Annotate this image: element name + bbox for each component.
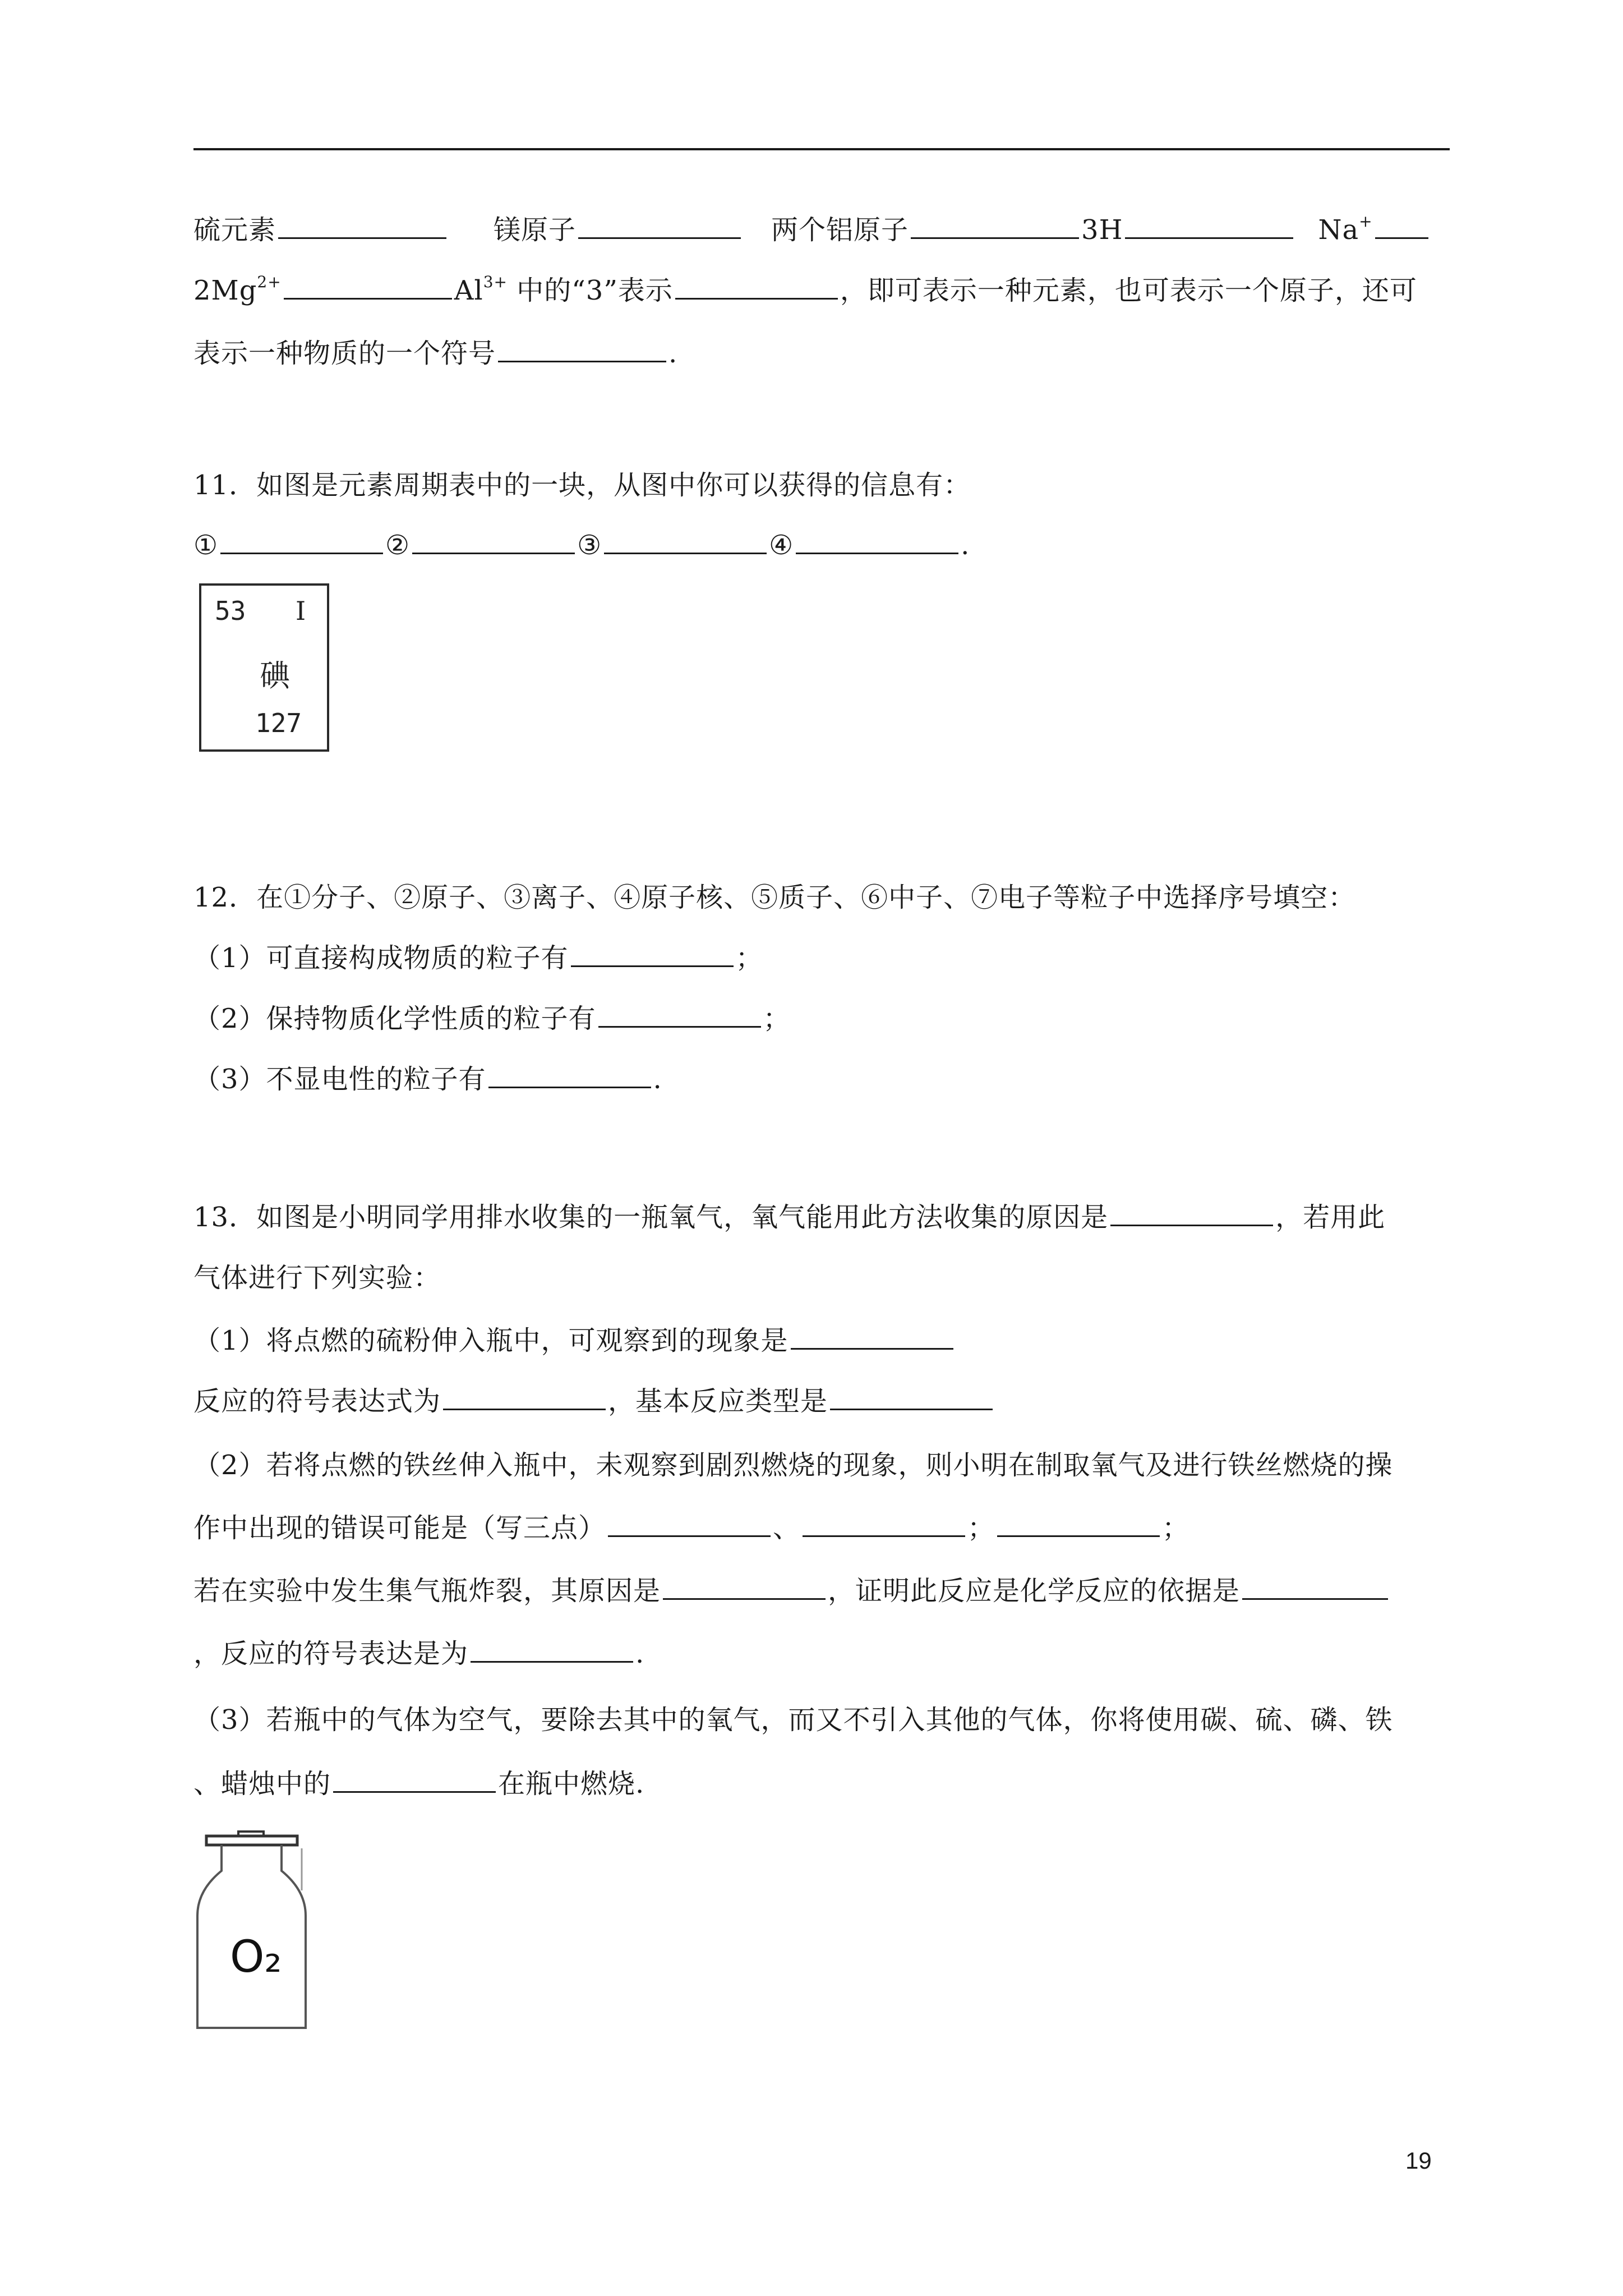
semicolon: ； — [1162, 1512, 1190, 1544]
marker-1: ① — [193, 530, 219, 561]
blank[interactable] — [443, 1386, 606, 1410]
q12-stem: 12．在①分子、②原子、③离子、④原子核、⑤质子、⑥中子、⑦电子等粒子中选择序号填空： — [193, 882, 1356, 913]
q13-p2c-a: 若在实验中发生集气瓶炸裂，其原因是 — [193, 1575, 661, 1607]
q10-l3-a: 表示一种物质的一个符号 — [193, 338, 496, 369]
q13-part1 — [193, 1318, 956, 1363]
q13-part2d — [193, 1631, 644, 1676]
q13-p2c-b: ，证明此反应是化学反应的依据是 — [828, 1575, 1241, 1607]
blank[interactable] — [663, 1576, 826, 1600]
blank[interactable] — [498, 338, 666, 362]
q10-l2-a: 2Mg — [193, 275, 257, 306]
element-symbol: I — [296, 596, 306, 626]
q12-part3 — [193, 1057, 662, 1102]
q12-p1-text: （1）可直接构成物质的粒子有 — [193, 942, 569, 974]
separator: ； — [967, 1512, 995, 1544]
q10-l2-c: ，即可表示一种元素，也可表示一个原子，还可 — [840, 275, 1417, 306]
q13-p2b-a: 作中出现的错误可能是（写三点） — [193, 1512, 606, 1544]
blank[interactable] — [471, 1639, 633, 1663]
atomic-number: 53 — [215, 596, 246, 626]
blank[interactable] — [1375, 215, 1428, 239]
q13-stem — [193, 1195, 1385, 1240]
periodic-table-cell — [199, 583, 329, 752]
q10-l1-e-sup: + — [1359, 212, 1373, 231]
blank[interactable] — [278, 215, 446, 239]
blank[interactable] — [803, 1513, 965, 1537]
q10-l1-e: Na — [1318, 214, 1359, 246]
q10-line2 — [193, 268, 1417, 313]
blank[interactable] — [911, 215, 1079, 239]
q13-part1b — [193, 1379, 995, 1424]
marker-3: ③ — [577, 530, 602, 561]
period: . — [635, 1638, 645, 1669]
q10-line1 — [193, 208, 1431, 252]
blank[interactable] — [333, 1769, 496, 1793]
q13-p2d-a: ，反应的符号表达是为 — [193, 1638, 469, 1669]
q13-p1-text: （1）将点燃的硫粉伸入瓶中，可观察到的现象是 — [193, 1325, 789, 1356]
bottle-label: O₂ — [230, 1932, 282, 1982]
marker-2: ② — [385, 530, 411, 561]
q13-stem-b: ，若用此 — [1275, 1202, 1386, 1233]
blank[interactable] — [791, 1326, 953, 1350]
q10-l1-a: 硫元素 — [193, 214, 276, 246]
semicolon: ； — [763, 1003, 791, 1034]
blank[interactable] — [675, 275, 838, 300]
q10-l2-b: Al — [454, 275, 483, 306]
blank[interactable] — [830, 1386, 993, 1410]
q13-p3b-b: 在瓶中燃烧. — [498, 1768, 645, 1800]
period: . — [668, 338, 678, 369]
blank[interactable] — [608, 1513, 771, 1537]
period: . — [653, 1064, 662, 1095]
blank[interactable] — [284, 275, 452, 300]
q12-part1 — [193, 936, 763, 981]
q12-part2 — [193, 996, 791, 1041]
blank[interactable] — [997, 1513, 1160, 1537]
q10-l1-b: 镁原子 — [494, 214, 577, 246]
q13-stem-a: 13．如图是小明同学用排水收集的一瓶氧气，氧气能用此方法收集的原因是 — [193, 1202, 1109, 1233]
blank[interactable] — [796, 530, 958, 554]
q10-l1-c: 两个铝原子 — [771, 214, 909, 246]
atomic-mass: 127 — [255, 708, 302, 738]
q12-p2-text: （2）保持物质化学性质的粒子有 — [193, 1003, 596, 1034]
q13-part2: （2）若将点燃的铁丝伸入瓶中，未观察到剧烈燃烧的现象，则小明在制取氧气及进行铁丝燃烧的操 — [193, 1450, 1393, 1481]
q10-l2-b-sup: 3+ — [483, 273, 508, 291]
blank[interactable] — [1242, 1576, 1388, 1600]
semicolon: ； — [735, 942, 763, 974]
blank[interactable] — [220, 530, 383, 554]
q13-stem-c: 气体进行下列实验： — [193, 1262, 441, 1294]
period: . — [961, 530, 970, 561]
q13-part2c — [193, 1568, 1390, 1613]
marker-4: ④ — [769, 530, 794, 561]
q10-l1-d: 3H — [1081, 214, 1123, 246]
blank[interactable] — [578, 215, 741, 239]
page-number: 19 — [1405, 2147, 1432, 2174]
q10-l2-b-text: 中的“3”表示 — [508, 275, 673, 306]
q12-p3-text: （3）不显电性的粒子有 — [193, 1064, 486, 1095]
blank[interactable] — [604, 530, 767, 554]
q13-p1b-a: 反应的符号表达式为 — [193, 1386, 441, 1417]
element-name: 碘 — [260, 658, 290, 693]
q13-p3b-a: 、蜡烛中的 — [193, 1768, 331, 1800]
separator: 、 — [773, 1512, 801, 1544]
q13-part3b — [193, 1761, 644, 1806]
gas-bottle-illustration — [191, 1826, 314, 2033]
q10-line3 — [193, 331, 677, 376]
header-rule — [193, 148, 1450, 150]
blank[interactable] — [571, 943, 734, 967]
q13-p1b-b: ，基本反应类型是 — [608, 1386, 828, 1417]
blank[interactable] — [1125, 215, 1293, 239]
blank[interactable] — [488, 1064, 651, 1088]
blank[interactable] — [598, 1004, 761, 1028]
q11-answers — [193, 523, 970, 568]
q13-part3: （3）若瓶中的气体为空气，要除去其中的氧气，而又不引入其他的气体，你将使用碳、硫、磷、铁 — [193, 1704, 1393, 1736]
blank[interactable] — [1110, 1202, 1273, 1226]
q11-stem: 11．如图是元素周期表中的一块，从图中你可以获得的信息有： — [193, 470, 971, 501]
gas-bottle-icon — [191, 1826, 314, 2033]
q13-part2b — [193, 1506, 1189, 1550]
q10-l2-a-sup: 2+ — [257, 273, 282, 291]
blank[interactable] — [412, 530, 575, 554]
